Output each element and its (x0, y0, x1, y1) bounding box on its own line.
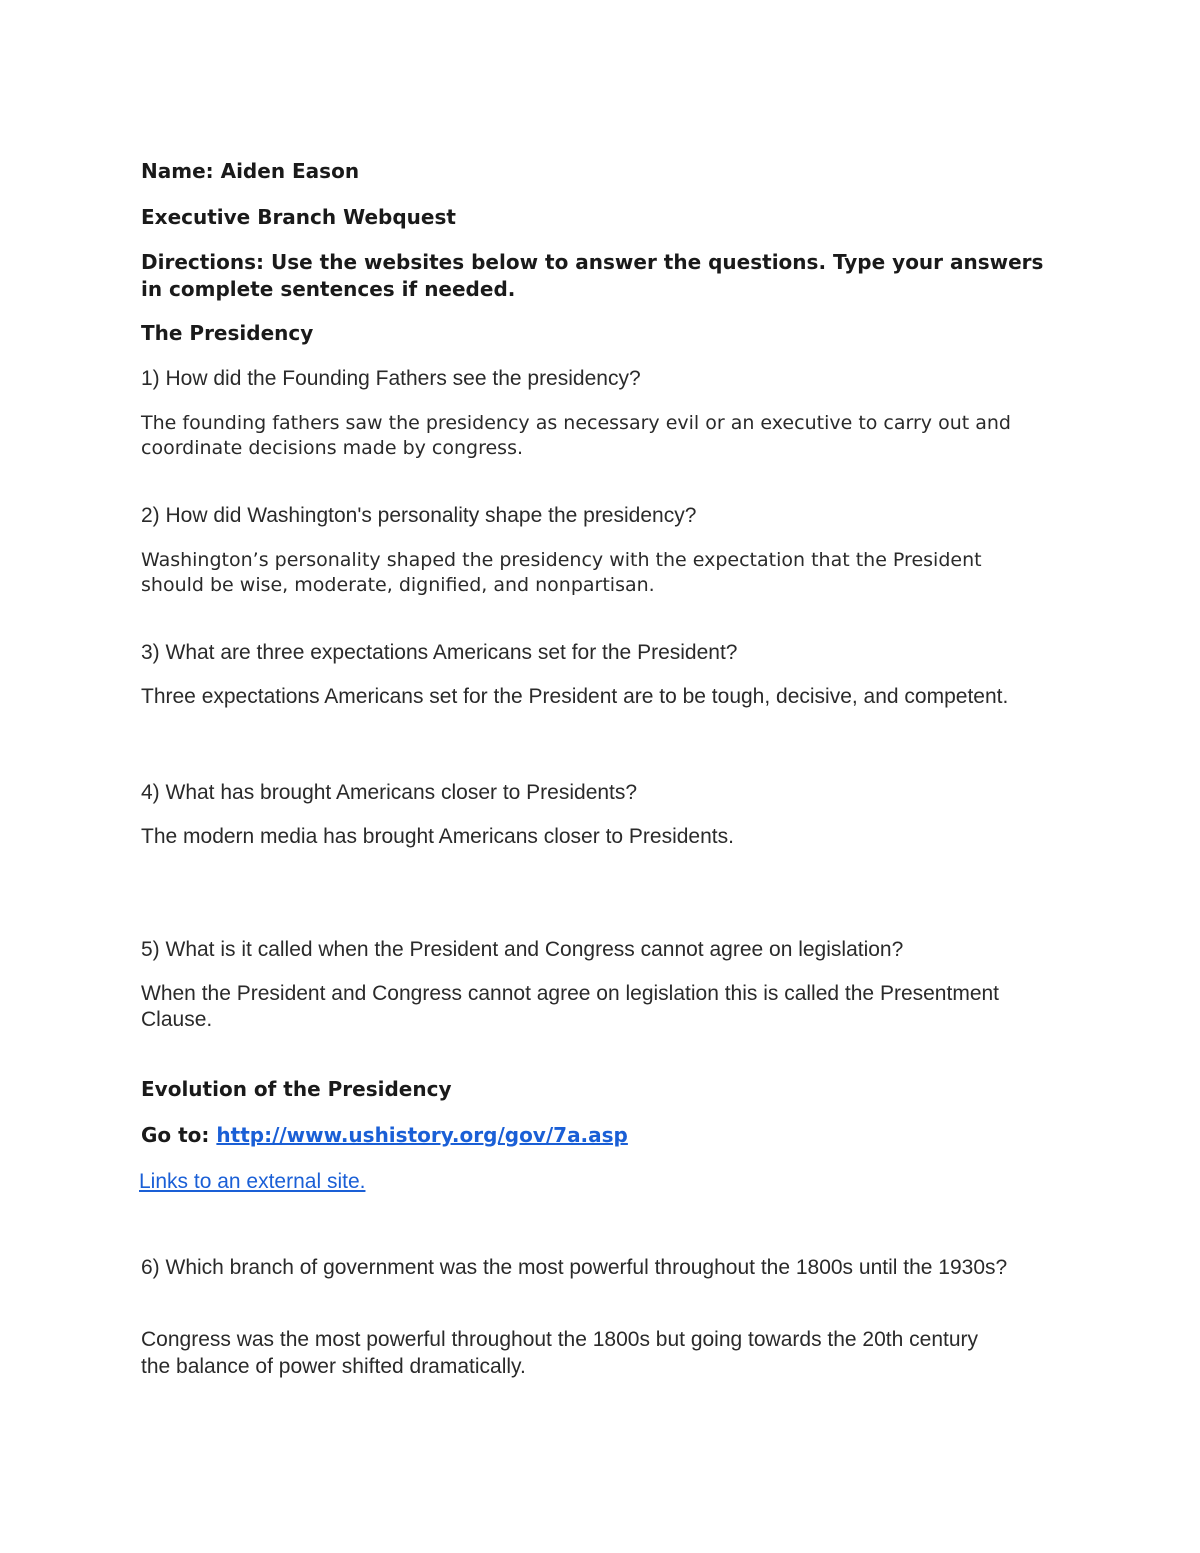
question-1: 1) How did the Founding Fathers see the presidency? (141, 367, 641, 390)
document-title: Executive Branch Webquest (141, 205, 456, 229)
answer-2: Washington’s personality shaped the presidency with the expectation that the President should be wise, moderate, dignified, and nonpartisan. (141, 549, 982, 596)
question-4: 4) What has brought Americans closer to Presidents? (141, 781, 638, 804)
directions: Directions: Use the websites below to answer the questions. Type your answers in complete sentences if needed. (141, 250, 1044, 301)
external-site-link[interactable]: Links to an external site. (139, 1170, 366, 1193)
question-3: 3) What are three expectations Americans set for the President? (141, 641, 738, 664)
question-6: 6) Which branch of government was the most powerful throughout the 1800s until the 1930s? (141, 1256, 1008, 1279)
answer-3: Three expectations Americans set for the President are to be tough, decisive, and competent. (141, 685, 1009, 708)
section-heading-presidency: The Presidency (141, 321, 314, 345)
question-2: 2) How did Washington's personality shape the presidency? (141, 504, 697, 527)
section-heading-evolution: Evolution of the Presidency (141, 1077, 452, 1101)
ushistory-link[interactable]: http://www.ushistory.org/gov/7a.asp (216, 1123, 628, 1147)
answer-4: The modern media has brought Americans closer to Presidents. (141, 825, 734, 848)
answer-1: The founding fathers saw the presidency as necessary evil or an executive to carry out and coordinate decisions made by congress. (141, 412, 1011, 459)
answer-5: When the President and Congress cannot agree on legislation this is called the Presentment Clause. (141, 982, 1000, 1031)
goto-label: Go to: (141, 1123, 210, 1147)
question-5: 5) What is it called when the President and Congress cannot agree on legislation? (141, 938, 904, 961)
answer-6: Congress was the most powerful throughout the 1800s but going towards the 20th century the balance of power shifted dramatically. (141, 1328, 979, 1378)
student-name: Name: Aiden Eason (141, 159, 360, 183)
goto-line (141, 1122, 628, 1149)
